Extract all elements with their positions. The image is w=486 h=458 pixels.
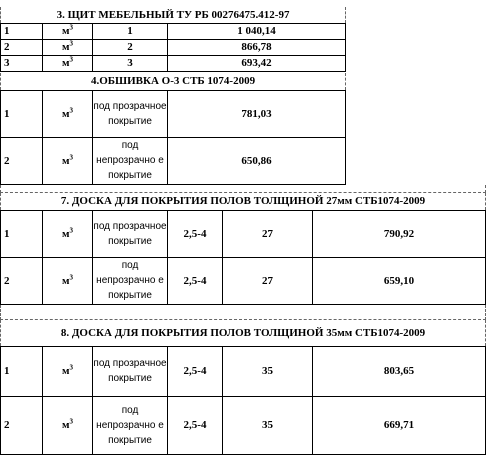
price-cell: 1 040,14 — [168, 23, 346, 39]
thickness-cell: 27 — [223, 257, 313, 304]
section-3-table — [0, 7, 346, 72]
unit-cell: $м^3$ — [43, 90, 93, 137]
price-cell: 650,86 — [168, 137, 346, 184]
price-cell: 781,03 — [168, 90, 346, 137]
row-number: 2 — [1, 137, 43, 184]
row-number: 1 — [1, 90, 43, 137]
table-row — [1, 39, 346, 55]
section-8-table — [0, 320, 486, 455]
section-4-table — [0, 73, 346, 185]
unit-cell: $м^3$ — [43, 396, 93, 454]
thickness-cell: 35 — [223, 346, 313, 396]
length-cell: 2,5-4 — [168, 257, 223, 304]
section-7-table — [0, 193, 486, 305]
grade-cell: 3 — [93, 55, 168, 71]
length-cell: 2,5-4 — [168, 396, 223, 454]
section-3-title: 3. ЩИТ МЕБЕЛЬНЫЙ ТУ РБ 00276475.412-97 — [1, 7, 346, 23]
price-cell: 790,92 — [313, 210, 486, 257]
finish-cell: под прозрачное покрытие — [93, 346, 168, 396]
price-cell: 866,78 — [168, 39, 346, 55]
row-number: 2 — [1, 257, 43, 304]
table-row — [1, 55, 346, 71]
thickness-cell: 27 — [223, 210, 313, 257]
unit-cell: $м^3$ — [43, 346, 93, 396]
unit-cell: $м^3$ — [43, 257, 93, 304]
unit-cell: $м^3$ — [43, 210, 93, 257]
finish-cell: под непрозрачно е покрытие — [93, 257, 168, 304]
price-cell: 659,10 — [313, 257, 486, 304]
length-cell: 2,5-4 — [168, 210, 223, 257]
table-row — [1, 396, 486, 454]
price-cell: 803,65 — [313, 346, 486, 396]
row-number: 2 — [1, 396, 43, 454]
section-7-title: 7. ДОСКА ДЛЯ ПОКРЫТИЯ ПОЛОВ ТОЛЩИНОЙ 27мм СТБ1074-2009 — [1, 193, 486, 210]
table-row — [1, 90, 346, 137]
unit-cell: $м^3$ — [43, 137, 93, 184]
table-row — [1, 23, 346, 39]
row-number: 1 — [1, 23, 43, 39]
finish-cell: под прозрачное покрытие — [93, 210, 168, 257]
table-row — [1, 137, 346, 184]
length-cell: 2,5-4 — [168, 346, 223, 396]
price-cell: 669,71 — [313, 396, 486, 454]
unit-cell: $м^3$ — [43, 55, 93, 71]
section-gap — [0, 185, 486, 193]
finish-cell: под непрозрачно е покрытие — [93, 396, 168, 454]
finish-cell: под непрозрачно е покрытие — [93, 137, 168, 184]
table-row — [1, 257, 486, 304]
row-number: 1 — [1, 210, 43, 257]
section-gap — [0, 305, 486, 320]
unit-cell: $м^3$ — [43, 39, 93, 55]
row-number: 1 — [1, 346, 43, 396]
section-4-title: 4.ОБШИВКА О-3 СТБ 1074-2009 — [1, 73, 346, 90]
grade-cell: 2 — [93, 39, 168, 55]
price-cell: 693,42 — [168, 55, 346, 71]
thickness-cell: 35 — [223, 396, 313, 454]
section-8-title: 8. ДОСКА ДЛЯ ПОКРЫТИЯ ПОЛОВ ТОЛЩИНОЙ 35мм СТБ1074-2009 — [1, 320, 486, 346]
row-number: 2 — [1, 39, 43, 55]
table-row — [1, 346, 486, 396]
row-number: 3 — [1, 55, 43, 71]
unit-cell: $м^3$ — [43, 23, 93, 39]
grade-cell: 1 — [93, 23, 168, 39]
finish-cell: под прозрачное покрытие — [93, 90, 168, 137]
table-row — [1, 210, 486, 257]
